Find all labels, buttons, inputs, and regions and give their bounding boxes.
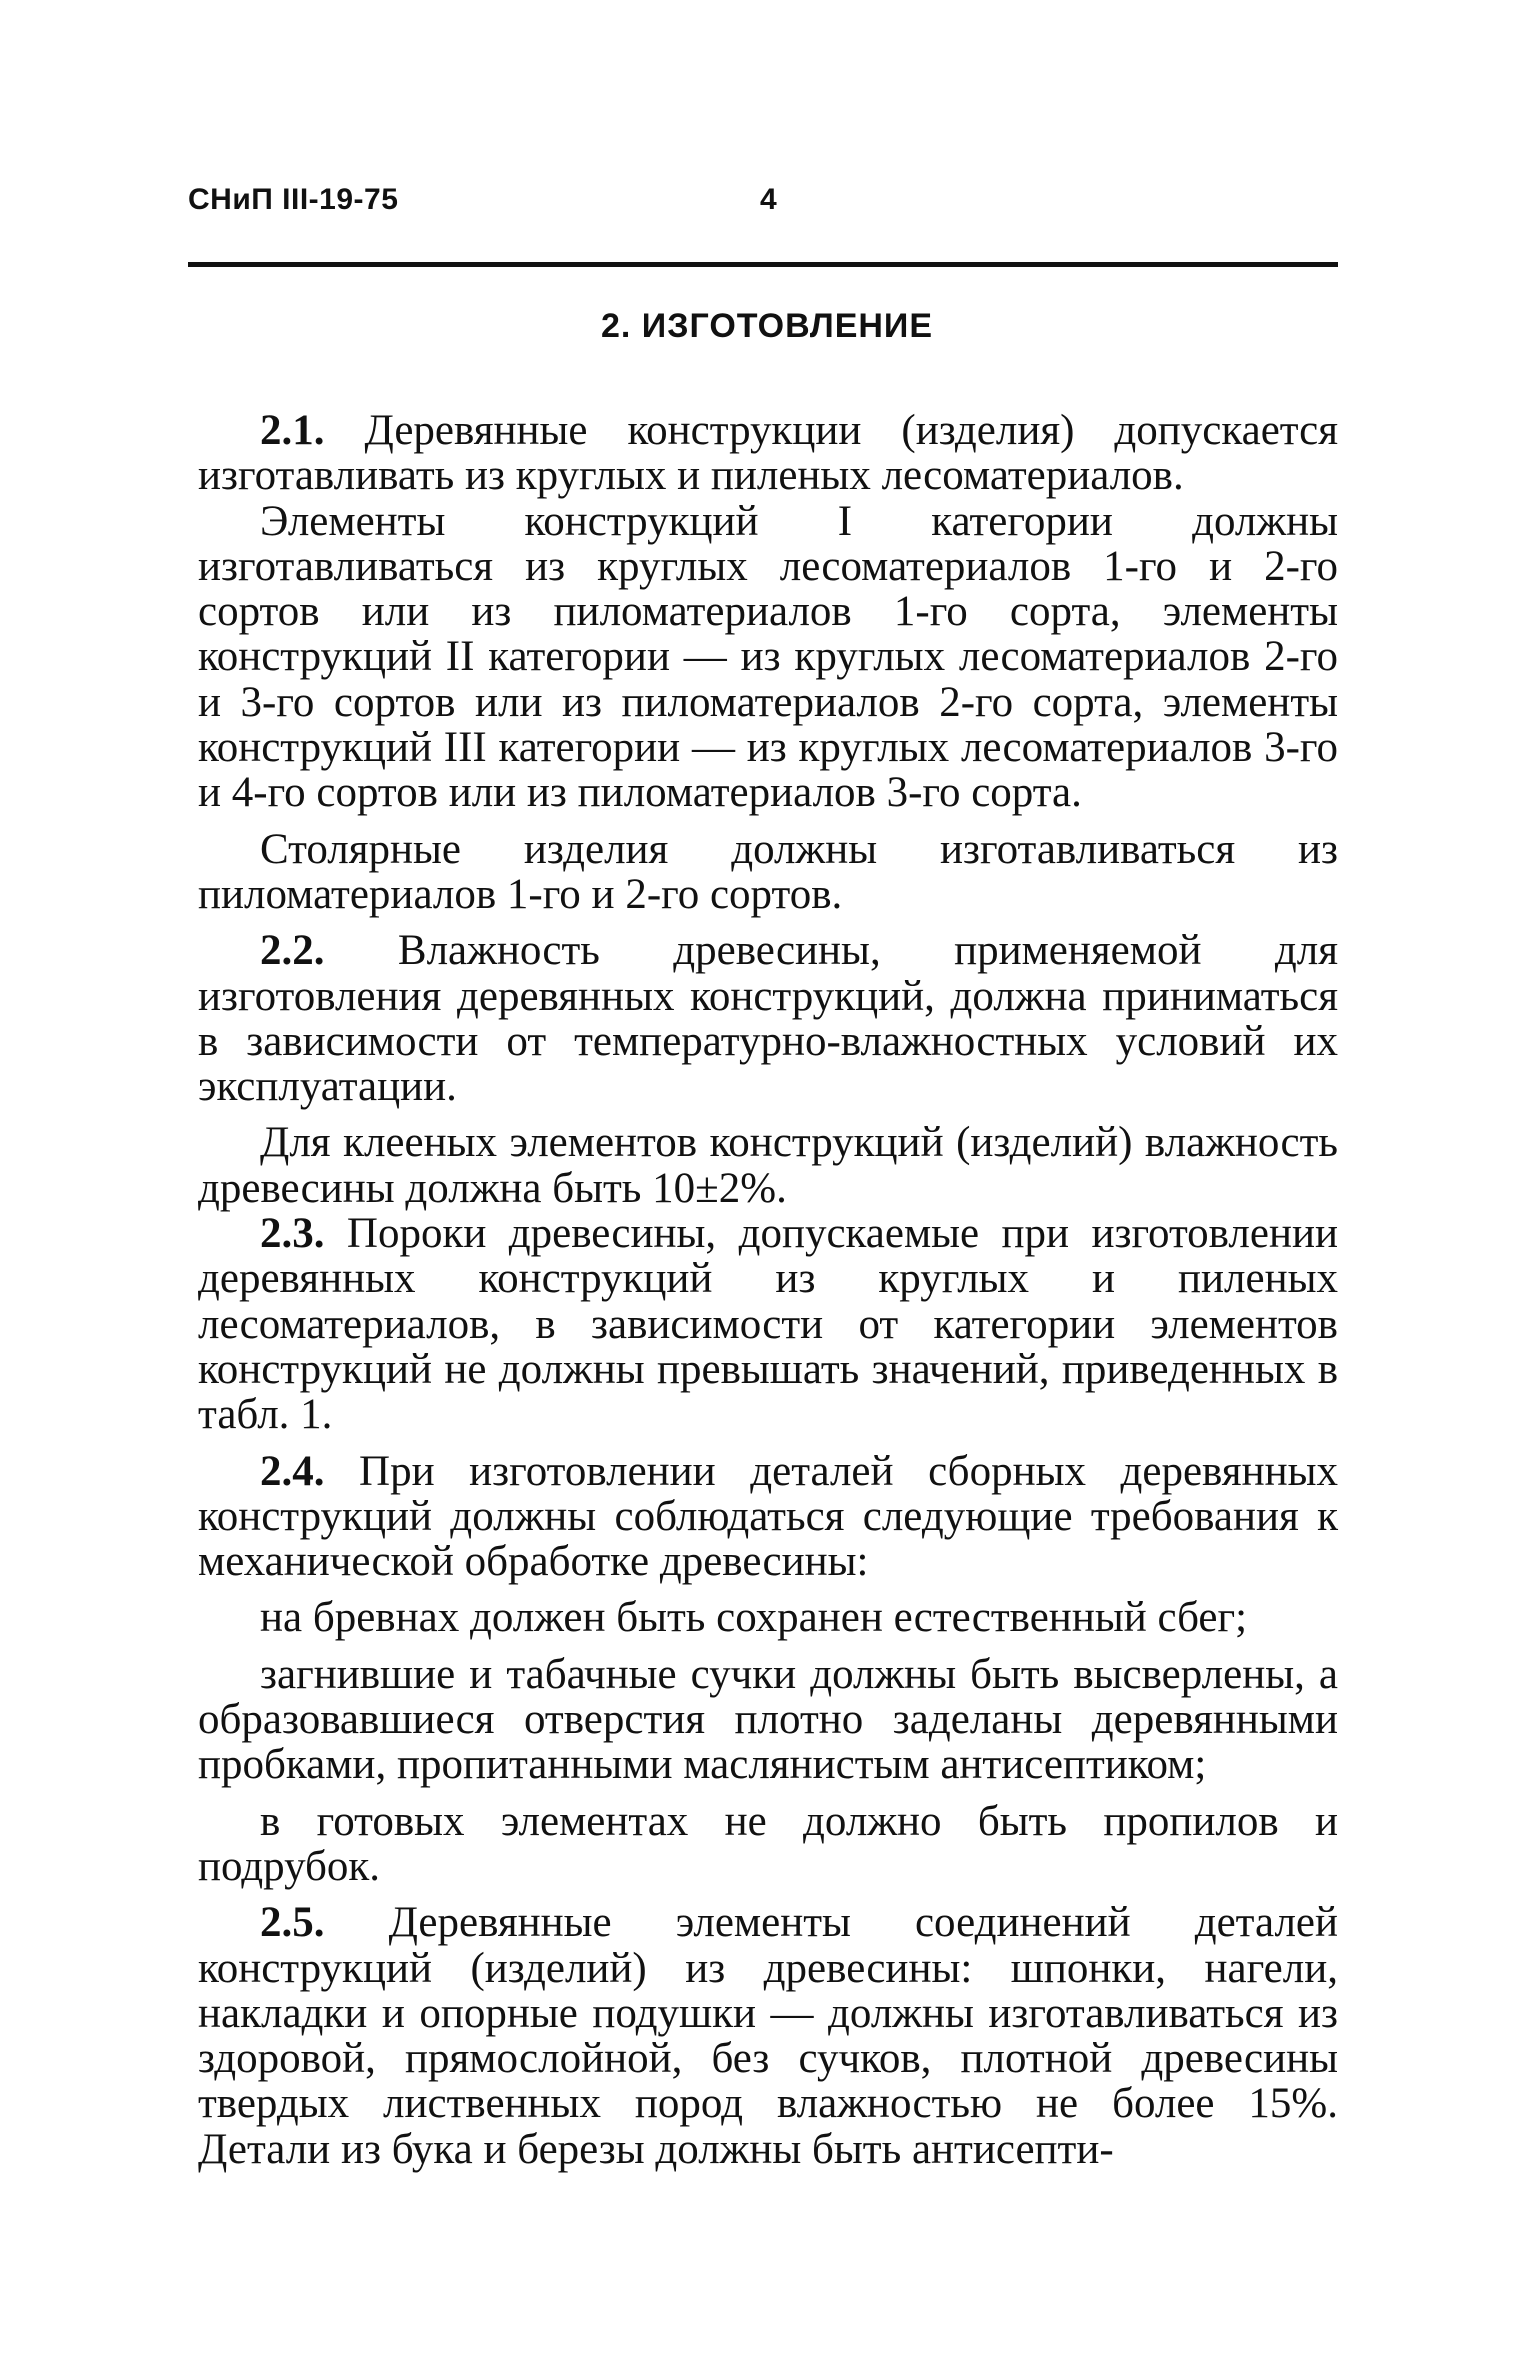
- section-title: 2. ИЗГОТОВЛЕНИЕ: [600, 307, 934, 345]
- paragraph-text: Деревянные конструкции (изделия) допускается изготавливать из круглых и пиленых лесоматериалов.: [198, 407, 1338, 500]
- paragraph: [198, 408, 1338, 499]
- paragraph: [198, 1595, 1338, 1640]
- document-body: [198, 408, 1338, 2172]
- paragraph: [198, 1120, 1338, 1211]
- paragraph-text: Влажность древесины, применяемой для изготовления деревянных конструкций, должна приниматься в зависимости от температурно-влажностных условий их эксплуатации.: [198, 927, 1338, 1111]
- clause-number: 2.1.: [260, 407, 325, 454]
- clause-number: 2.2.: [260, 927, 325, 975]
- paragraph-text: Деревянные элементы соединений деталей конструкций (изделий) из древесины: шпонки, нагели, накладки и опорные подушки — должны изготавливаться из здоровой, прямослойной, без сучков, плотной древесины твердых лиственных пород влажностью не более 15%. Детали из бука и березы должны быть антисепти-: [198, 1899, 1338, 2173]
- header-divider: [188, 262, 1338, 267]
- paragraph: [198, 1799, 1338, 1890]
- paragraph: [198, 928, 1338, 1109]
- paragraph-text: Элементы конструкций I категории должны изготавливаться из круглых лесоматериалов 1-го и 2-го сортов или из пиломатериалов 1-го сорта, элементы конструкций II категории — из круглых лесоматериалов 2-го и 3-го сортов или из пиломатериалов 2-го сорта, элементы конструкций III категории — из круглых лесоматериалов 3-го и 4-го сортов или из пиломатериалов 3-го сорта.: [198, 497, 1338, 817]
- paragraph-text: Столярные изделия должны изготавливаться из пиломатериалов 1-го и 2-го сортов.: [198, 825, 1338, 918]
- paragraph-text: в готовых элементах не должно быть пропилов и подрубок.: [198, 1797, 1338, 1890]
- paragraph: [198, 1652, 1338, 1788]
- paragraph: [198, 1211, 1338, 1437]
- paragraph-text: на бревнах должен быть сохранен естественный сбег;: [260, 1594, 1248, 1642]
- paragraph-text: Пороки древесины, допускаемые при изготовлении деревянных конструкций из круглых и пиленых лесоматериалов, в зависимости от категории элементов конструкций не должны превышать значений, приведенных в табл. 1.: [198, 1210, 1338, 1439]
- paragraph: [198, 499, 1338, 816]
- document-code: СНиП III-19-75: [188, 183, 399, 216]
- clause-number: 2.3.: [260, 1210, 325, 1258]
- paragraph: [198, 1449, 1338, 1585]
- clause-number: 2.4.: [260, 1447, 325, 1495]
- paragraph-text: Для клееных элементов конструкций (изделий) влажность древесины должна быть 10±2%.: [198, 1119, 1338, 1212]
- page-number: 4: [760, 183, 777, 216]
- paragraph-text: загнившие и табачные сучки должны быть высверлены, а образовавшиеся отверстия плотно заделаны деревянными пробками, пропитанными маслянистым антисептиком;: [198, 1650, 1338, 1789]
- clause-number: 2.5.: [260, 1899, 325, 1947]
- paragraph: [198, 1900, 1338, 2172]
- paragraph-text: При изготовлении деталей сборных деревянных конструкций должны соблюдаться следующие требования к механической обработке древесины:: [198, 1447, 1338, 1586]
- paragraph: [198, 827, 1338, 918]
